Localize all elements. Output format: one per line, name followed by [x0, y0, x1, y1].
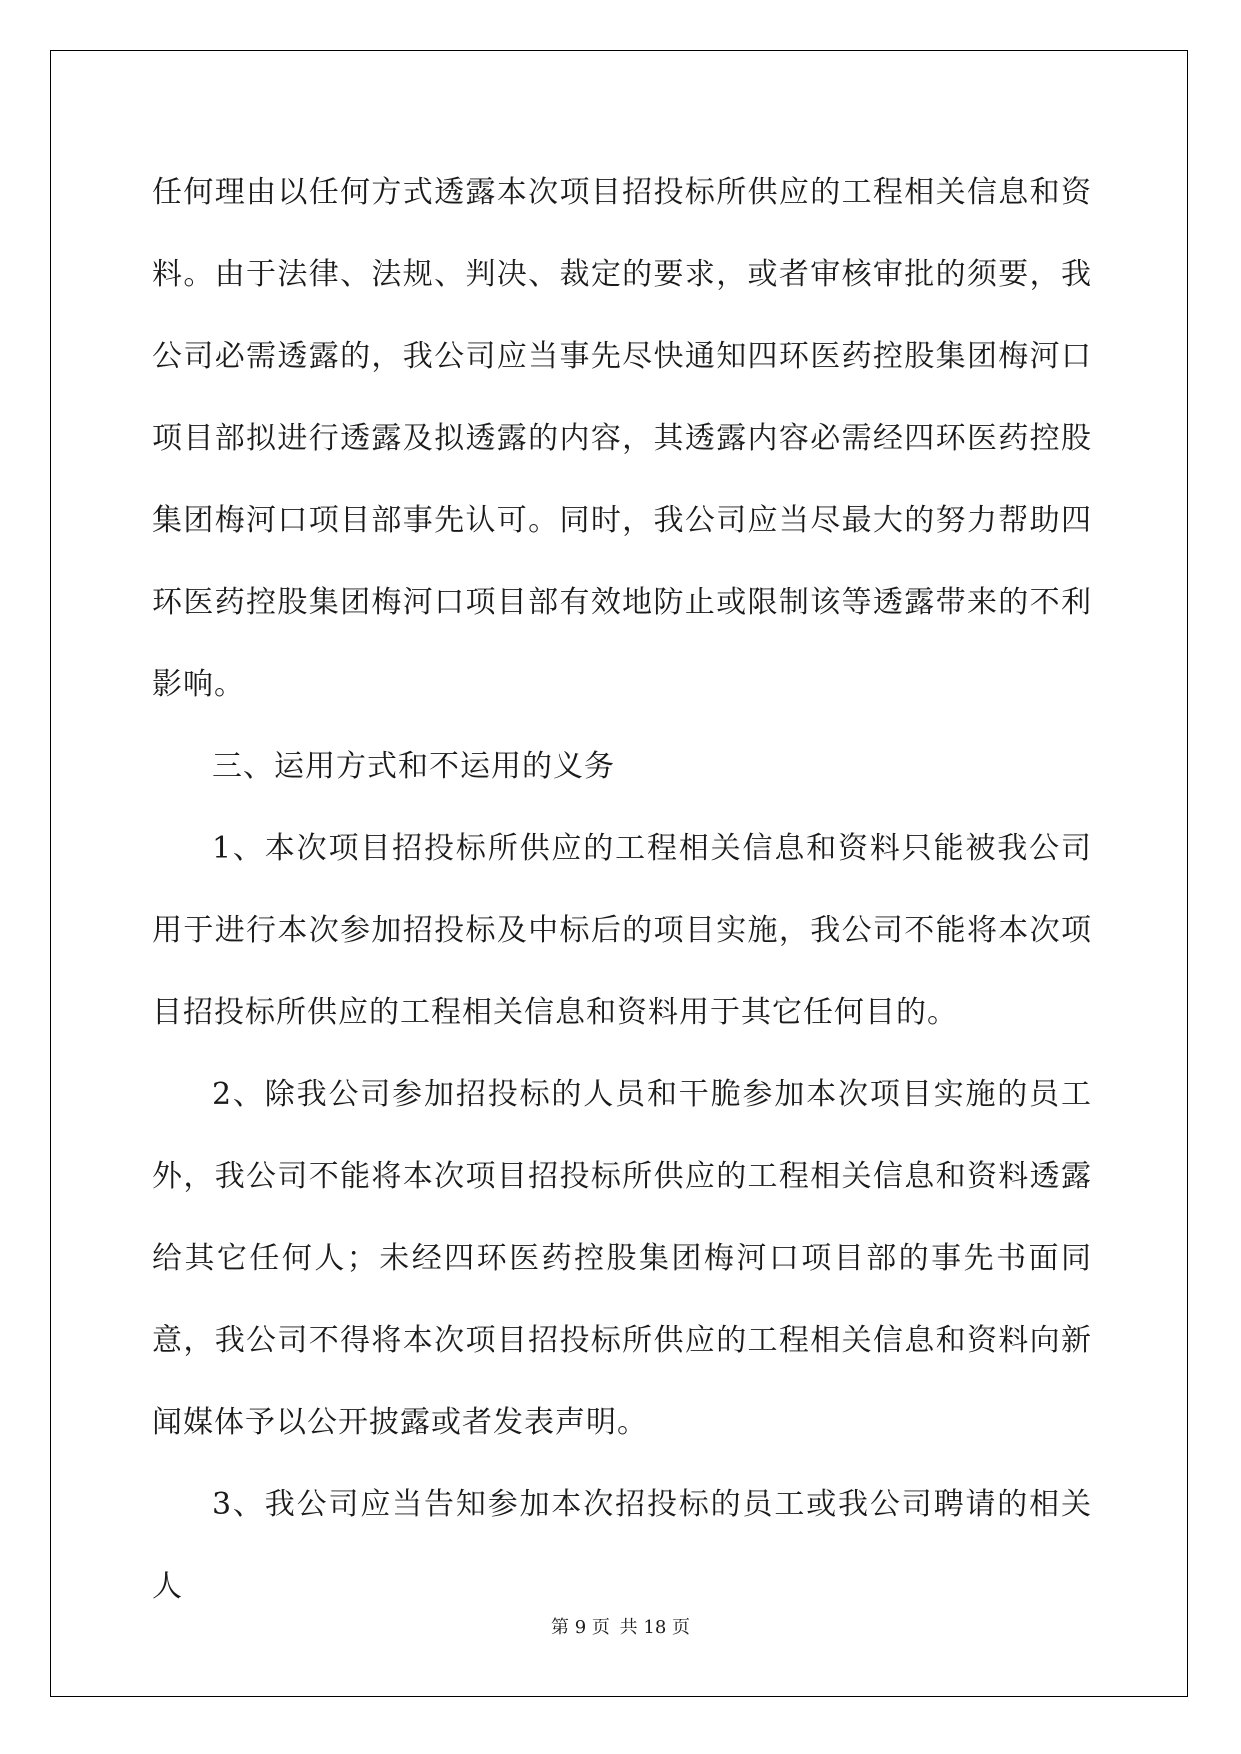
page-number: 第 9 页: [551, 1617, 610, 1638]
page-footer: [0, 1613, 1241, 1639]
section-heading-usage-obligations: 三、运用方式和不运用的义务: [212, 749, 615, 784]
paragraph-clause-2: 2、除我公司参加招投标的人员和干脆参加本次项目实施的员工外，我公司不能将本次项目招投标所供应的工程相关信息和资料透露给其它任何人；未经四环医药控股集团梅河口项目部的事先书面同意，我公司不得将本次项目招投标所供应的工程相关信息和资料向新闻媒体予以公开披露或者发表声明。: [152, 1077, 1092, 1440]
document-body: [152, 152, 1092, 1628]
page-total: 共 18 页: [619, 1617, 690, 1638]
paragraph-confidential-disclosure: 任何理由以任何方式透露本次项目招投标所供应的工程相关信息和资料。由于法律、法规、判决、裁定的要求，或者审核审批的须要，我公司必需透露的，我公司应当事先尽快通知四环医药控股集团梅河口项目部拟进行透露及拟透露的内容，其透露内容必需经四环医药控股集团梅河口项目部事先认可。同时，我公司应当尽最大的努力帮助四环医药控股集团梅河口项目部有效地防止或限制该等透露带来的不利影响。: [152, 175, 1092, 702]
paragraph-clause-3: 3、我公司应当告知参加本次招投标的员工或我公司聘请的相关人: [152, 1487, 1092, 1604]
paragraph-clause-1: 1、本次项目招投标所供应的工程相关信息和资料只能被我公司用于进行本次参加招投标及中标后的项目实施，我公司不能将本次项目招投标所供应的工程相关信息和资料用于其它任何目的。: [152, 831, 1092, 1030]
